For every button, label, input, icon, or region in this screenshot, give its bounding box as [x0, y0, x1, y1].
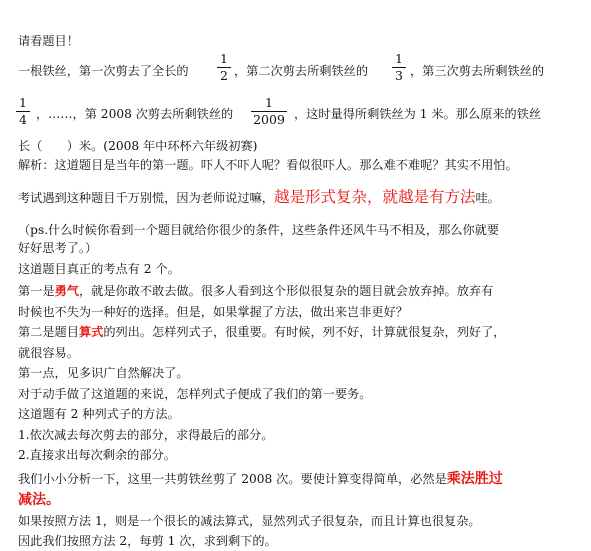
fraction-one-third: 1 3: [392, 52, 406, 83]
analysis-line: 解析：这道题目是当年的第一题。吓人不吓人呢？看似很吓人。那么难不难呢？其实不用怕。: [18, 158, 518, 172]
ps-line-2: 好好思考了。）: [18, 241, 98, 255]
exam-tip-text: 考试遇到这种题目千万别慌，因为老师说过嘛，: [18, 191, 274, 205]
first-point-text: ，就是你敢不敢去做。很多人看到这个形似很复杂的题目就会放弃掉。放弃有: [78, 284, 494, 298]
point-one-line: 第一点，见多识广自然解决了。: [18, 366, 189, 380]
method-1-line: 1.依次减去每次剪去的部分，求得最后的部分。: [18, 428, 274, 442]
so-method-2-line: 因此我们按照方法 2，每剪 1 次，求到剩下的。: [18, 534, 277, 548]
analyze-line: [18, 469, 581, 489]
problem-text-c: ，第三次剪去所剩铁丝的: [410, 64, 545, 78]
points-line: 这道题目真正的考点有 2 个。: [18, 262, 180, 276]
first-point-highlight: 勇气: [54, 284, 79, 298]
analyze-text: 我们小小分析一下，这里一共剪铁丝剪了 2008 次。要使计算变得简单，必然是: [18, 472, 447, 486]
two-methods-line: 这道题有 2 种列式子的方法。: [18, 407, 180, 421]
first-point-line-2: 时候也不失为一种好的选择。但是，如果掌握了方法，做出来岂非更好？: [18, 305, 408, 319]
fraction-one-half: 1 2: [217, 52, 231, 83]
problem-line-3: 长（ ）米。(2008 年中环杯六年级初赛): [18, 139, 258, 153]
second-point-prefix: 第二是题目: [18, 325, 79, 339]
analyze-highlight-1: 乘法胜过: [446, 471, 503, 487]
fraction-one-fourth: 1 4: [16, 96, 30, 127]
problem-text-e: ，这时量得所剩铁丝为 1 米。那么原来的铁丝: [294, 107, 542, 121]
second-point-highlight: 算式: [78, 325, 104, 339]
ps-line-1: （ps.什么时候你看到一个题目就给你很少的条件，这些条件还风牛马不相及，那么你就要: [18, 223, 500, 237]
analyze-line-2: [18, 490, 581, 510]
method-2-line: 2.直接求出每次剩余的部分。: [18, 448, 176, 462]
problem-text-b: ，第二次剪去所剩铁丝的: [234, 64, 369, 78]
second-point-text: 的列出。怎样列式子，很重要。有时候，列不好，计算就很复杂，列好了，: [103, 325, 506, 339]
intro-line: 请看题目！: [18, 34, 79, 48]
second-point-line: [18, 324, 581, 340]
exam-tip-highlight: 越是形式复杂，就越是有方法: [273, 188, 476, 206]
exam-tip-end: 哇。: [475, 191, 500, 205]
second-point-line-2: 就很容易。: [18, 346, 79, 360]
exam-tip-line: [18, 187, 581, 208]
first-point-line: [18, 283, 581, 299]
problem-text-d: ，……，第 2008 次剪去所剩铁丝的: [36, 107, 234, 121]
if-method-1-line: 如果按照方法 1，则是一个很长的减法算式，显然列式子很复杂，而且计算也很复杂。: [18, 514, 481, 528]
for-hands-line: 对于动手做了这道题的来说，怎样列式子便成了我们的第一要务。: [18, 387, 372, 401]
problem-text-a: 一根铁丝，第一次剪去了全长的: [18, 64, 189, 78]
first-point-prefix: 第一是: [18, 284, 55, 298]
analyze-highlight-2: 减法。: [18, 492, 60, 508]
fraction-one-2009: 1 2009: [251, 96, 287, 127]
